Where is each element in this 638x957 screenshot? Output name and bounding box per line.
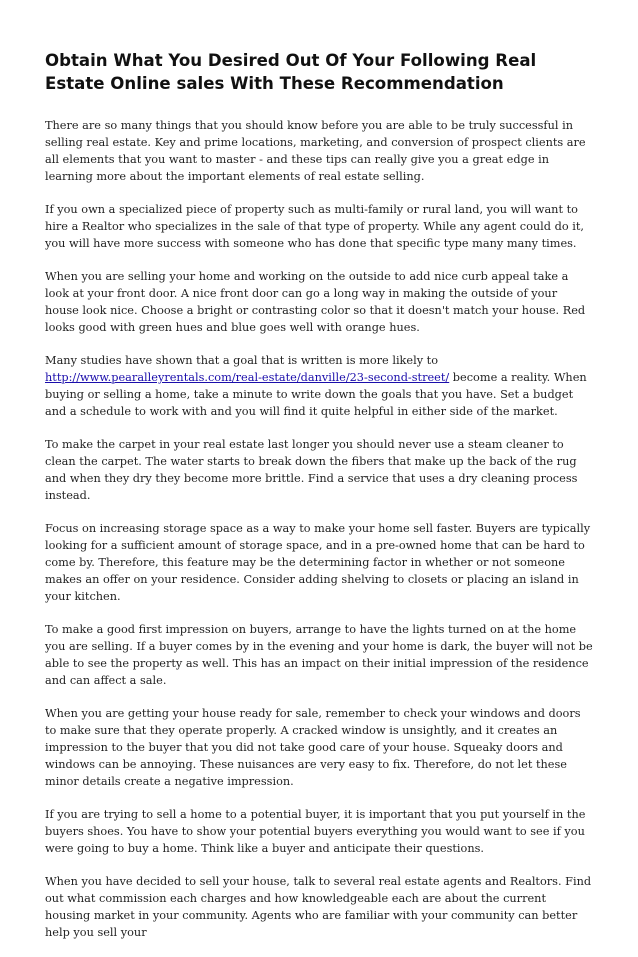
paragraph-windows-doors: When you are getting your house ready for sale, remember to check your windows and doors to make sure that they operate properly. A cracked window is unsightly, and it creates an impression to the buyer that you did not take good care of your house. Squeaky doors and windows can be annoying. These nuisances are very easy to fix. Therefore, do not let these minor details create a negative impression.: [45, 707, 581, 788]
document-page: [45, 49, 593, 957]
paragraph-buyers-shoes: If you are trying to sell a home to a potential buyer, it is important that you put yourself in the buyers shoes. You have to show your potential buyers everything you would want to see if you were going to buy a home. Think like a buyer and anticipate their questions.: [45, 808, 586, 855]
paragraph-carpet-care: To make the carpet in your real estate last longer you should never use a steam cleaner to clean the carpet. The water starts to break down the fibers that make up the back of the rug and when they dry they become more brittle. Find a service that uses a dry cleaning process instead.: [45, 438, 578, 502]
paragraph-first-impression: To make a good first impression on buyers, arrange to have the lights turned on at the home you are selling. If a buyer comes by in the evening and your home is dark, the buyer will not be able to see the property as well. This has an impact on their initial impression of the residence and can affect a sale.: [45, 623, 593, 687]
paragraph-storage-space: Focus on increasing storage space as a way to make your home sell faster. Buyers are typically looking for a sufficient amount of storage space, and in a pre-owned home that can be hard to come by. Therefore, this feature may be the determining factor in whether or not someone makes an offer on your residence. Consider adding shelving to closets or placing an island in your kitchen.: [45, 522, 591, 603]
paragraph-real-estate-agents: When you have decided to sell your house, talk to several real estate agents and Realtors. Find out what commission each charges and how knowledgeable each are about the current housing market in your community. Agents who are familiar with your community can better help you sell your: [45, 875, 592, 939]
paragraph-text-after-link: become a reality. When buying or selling a home, take a minute to write down the goals that you have. Set a budget and a schedule to work with and you will find it quite helpful in either side of the market.: [45, 371, 587, 418]
document-title: Obtain What You Desired Out Of Your Following Real Estate Online sales With These Recommendation: [45, 51, 537, 93]
paragraph-text-before-link: Many studies have shown that a goal that is written is more likely to: [45, 354, 439, 367]
property-listing-link[interactable]: http://www.pearalleyrentals.com/real-estate/danville/23-second-street/: [45, 371, 450, 384]
paragraph-written-goals: [45, 352, 593, 420]
paragraph-specialized-property: If you own a specialized piece of property such as multi-family or rural land, you will want to hire a Realtor who specializes in the sale of that type of property. While any agent could do it, you will have more success with someone who has done that specific type many many times.: [45, 203, 584, 250]
paragraph-front-door: When you are selling your home and working on the outside to add nice curb appeal take a look at your front door. A nice front door can go a long way in making the outside of your house look nice. Choose a bright or contrasting color so that it doesn't match your house. Red looks good with green hues and blue goes well with orange hues.: [45, 270, 586, 334]
paragraph-intro: There are so many things that you should know before you are able to be truly successful in selling real estate. Key and prime locations, marketing, and conversion of prospect clients are all elements that you want to master - and these tips can really give you a great edge in learning more about the important elements of real estate selling.: [45, 119, 586, 183]
